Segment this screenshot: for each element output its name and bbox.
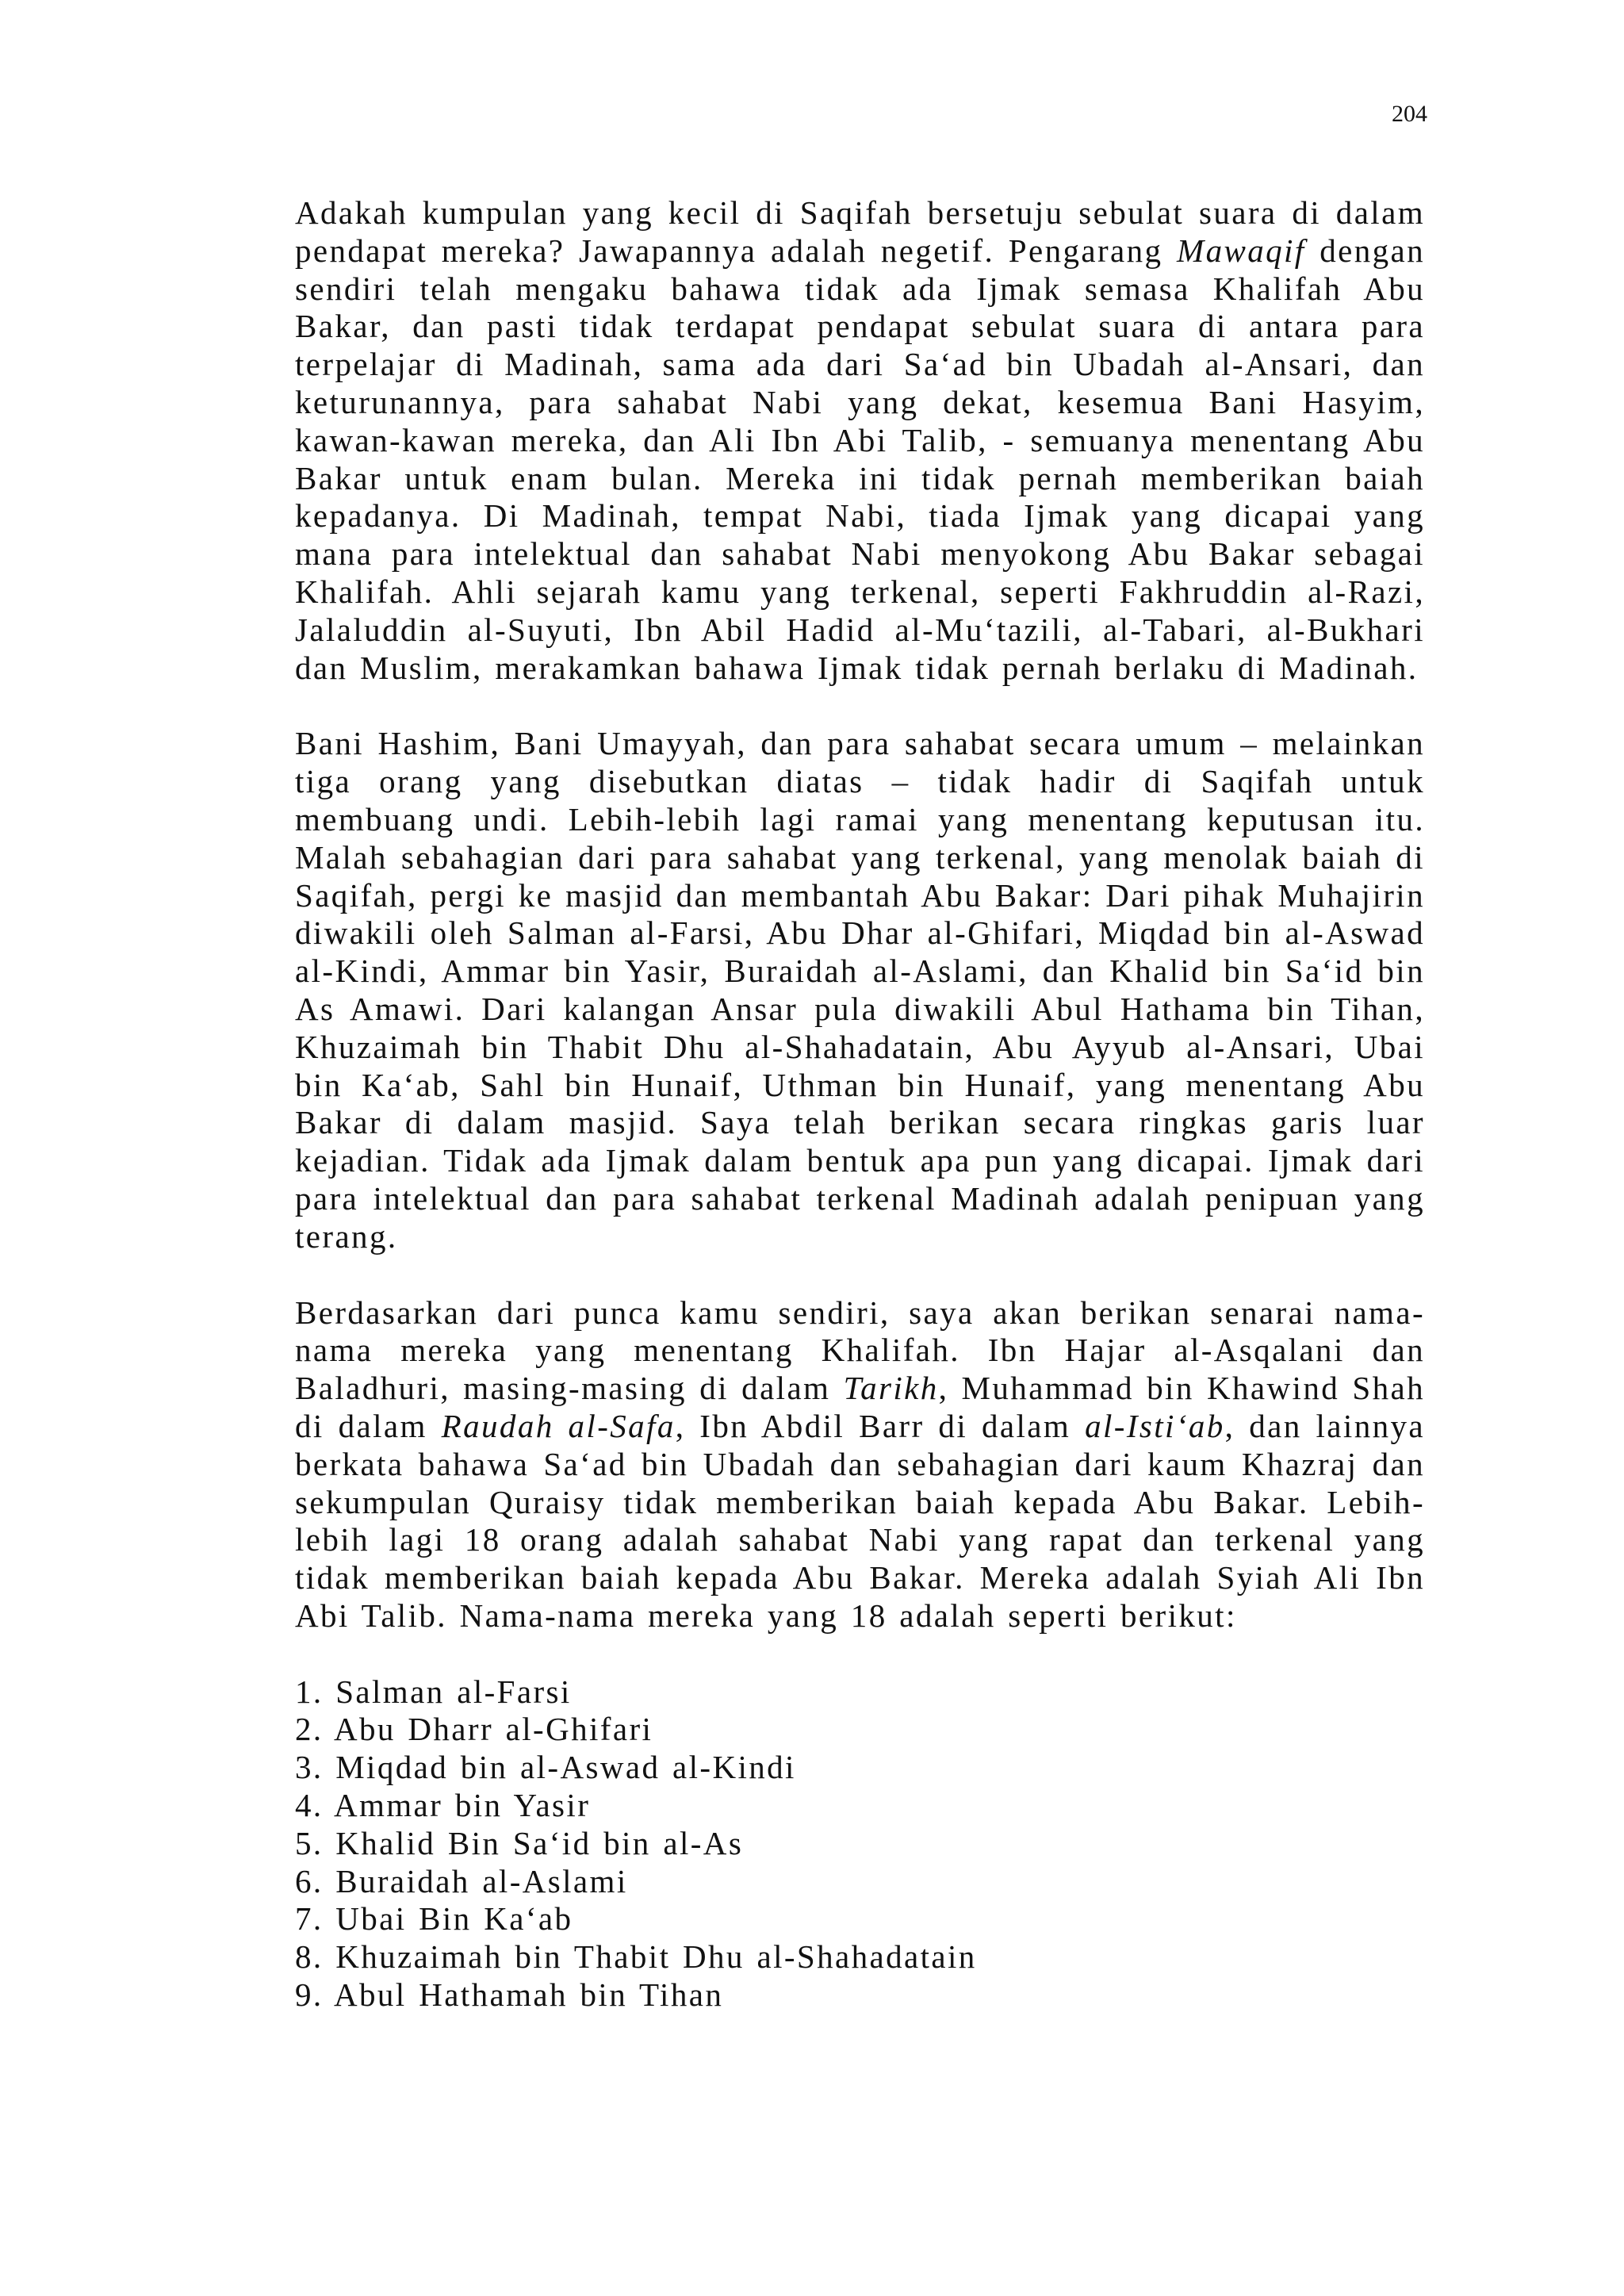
list-item: 6. Buraidah al-Aslami <box>295 1862 628 1899</box>
paragraph-1 <box>295 194 1425 687</box>
page-content <box>295 194 1425 2014</box>
paragraph-text: Adakah kumpulan yang kecil di Saqifah bersetuju sebulat suara di dalam pendapat mereka? Jawapannya adalah negetif. Pengarang <box>295 194 1425 269</box>
italic-title: Tarikh <box>843 1370 939 1407</box>
paragraph-text: dengan sendiri telah mengaku bahawa tidak ada Ijmak semasa Khalifah Abu Bakar, dan pasti tidak terdapat pendapat sebulat suara di antara para terpelajar di Madinah, sama ada dari Sa‘ad bin Ubadah al-Ansari, dan keturunannya, para sahabat Nabi yang dekat, kesemua Bani Hasyim, kawan-kawan mereka, dan Ali Ibn Abi Talib, - semuanya menentang Abu Bakar untuk enam bulan. Mereka ini tidak pernah memberikan baiah kepadanya. Di Madinah, tempat Nabi, tiada Ijmak yang dicapai yang mana para intelektual dan sahabat Nabi menyokong Abu Bakar sebagai Khalifah. Ahli sejarah kamu yang terkenal, seperti Fakhruddin al-Razi, Jalaluddin al-Suyuti, Ibn Abil Hadid al-Mu‘tazili, al-Tabari, al-Bukhari dan Muslim, merakamkan bahawa Ijmak tidak pernah berlaku di Madinah. <box>295 232 1425 686</box>
paragraph-text: , Ibn Abdil Barr di dalam <box>675 1407 1086 1444</box>
list-item: 3. Miqdad bin al-Aswad al-Kindi <box>295 1749 796 1786</box>
list-item: 4. Ammar bin Yasir <box>295 1787 591 1824</box>
paragraph-text: , dan lainnya berkata bahawa Sa‘ad bin Ubadah dan sebahagian dari kaum Khazraj dan sekumpulan Quraisy tidak memberikan baiah kepada Abu Bakar. Lebih-lebih lagi 18 orang adalah sahabat Nabi yang rapat dan terkenal yang tidak memberikan baiah kepada Abu Bakar. Mereka adalah Syiah Ali Ibn Abi Talib. Nama-nama mereka yang 18 adalah seperti berikut: <box>295 1407 1425 1634</box>
paragraph-text: Bani Hashim, Bani Umayyah, dan para sahabat secara umum – melainkan tiga orang yang disebutkan diatas – tidak hadir di Saqifah untuk membuang undi. Lebih-lebih lagi ramai yang menentang keputusan itu. Malah sebahagian dari para sahabat yang terkenal, yang menolak baiah di Saqifah, pergi ke masjid dan membantah Abu Bakar: Dari pihak Muhajirin diwakili oleh Salman al-Farsi, Abu Dhar al-Ghifari, Miqdad bin al-Aswad al-Kindi, Ammar bin Yasir, Buraidah al-Aslami, dan Khalid bin Sa‘id bin As Amawi. Dari kalangan Ansar pula diwakili Abul Hathama bin Tihan, Khuzaimah bin Thabit Dhu al-Shahadatain, Abu Ayyub al-Ansari, Ubai bin Ka‘ab, Sahl bin Hunaif, Uthman bin Hunaif, yang menentang Abu Bakar di dalam masjid. Saya telah berikan secara ringkas garis luar kejadian. Tidak ada Ijmak dalam bentuk apa pun yang dicapai. Ijmak dari para intelektual dan para sahabat terkenal Madinah adalah penipuan yang terang. <box>295 725 1425 1255</box>
list-item: 1. Salman al-Farsi <box>295 1673 572 1710</box>
list-item: 7. Ubai Bin Ka‘ab <box>295 1900 573 1938</box>
list-item: 5. Khalid Bin Sa‘id bin al-As <box>295 1824 744 1861</box>
paragraph-2 <box>295 725 1425 1255</box>
names-list <box>295 1673 1425 2014</box>
page-number: 204 <box>1392 101 1427 127</box>
list-item: 2. Abu Dharr al-Ghifari <box>295 1711 653 1748</box>
list-item: 9. Abul Hathamah bin Tihan <box>295 1976 724 2014</box>
italic-title: al-Isti‘ab <box>1085 1407 1225 1444</box>
paragraph-text: , Muhammad bin Khawind Shah di dalam <box>295 1370 1425 1444</box>
italic-title: Raudah al-Safa <box>441 1407 676 1444</box>
paragraph-text: Berdasarkan dari punca kamu sendiri, saya akan berikan senarai nama-nama mereka yang menentang Khalifah. Ibn Hajar al-Asqalani dan Baladhuri, masing-masing di dalam <box>295 1294 1425 1407</box>
list-item: 8. Khuzaimah bin Thabit Dhu al-Shahadatain <box>295 1938 977 1976</box>
italic-title: Mawaqif <box>1177 232 1306 269</box>
paragraph-3 <box>295 1294 1425 1635</box>
